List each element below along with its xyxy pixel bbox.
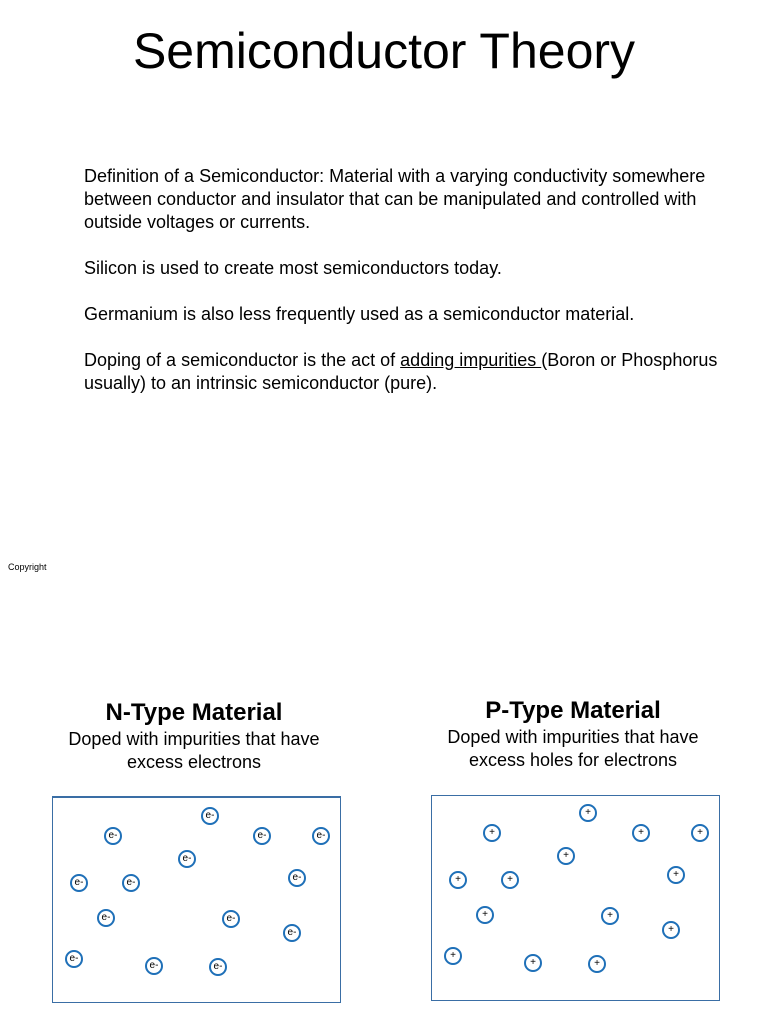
p-type-header xyxy=(418,696,728,772)
electron-particle: e- xyxy=(209,958,227,976)
germanium-paragraph: Germanium is also less frequently used as a semiconductor material. xyxy=(84,304,635,324)
hole-particle: + xyxy=(501,871,519,889)
n-type-subtitle-line1: Doped with impurities that have xyxy=(68,729,320,749)
page-title: Semiconductor Theory xyxy=(132,23,636,79)
hole-particle: + xyxy=(662,921,680,939)
electron-particle: e- xyxy=(65,950,83,968)
hole-particle: + xyxy=(667,866,685,884)
hole-particle: + xyxy=(588,955,606,973)
electron-particle: e- xyxy=(70,874,88,892)
electron-particle: e- xyxy=(283,924,301,942)
hole-particle: + xyxy=(449,871,467,889)
doping-text-start: Doping of a semiconductor is the act of xyxy=(84,350,401,370)
electron-particle: e- xyxy=(201,807,219,825)
n-type-subtitle-line2: excess electrons xyxy=(126,752,262,772)
hole-particle: + xyxy=(444,947,462,965)
electron-particle: e- xyxy=(178,850,196,868)
electron-particle: e- xyxy=(122,874,140,892)
p-type-title: P-Type Material xyxy=(485,697,661,724)
hole-particle: + xyxy=(476,906,494,924)
p-type-subtitle-line1: Doped with impurities that have xyxy=(447,727,699,747)
electron-particle: e- xyxy=(145,957,163,975)
hole-particle: + xyxy=(557,847,575,865)
electron-particle: e- xyxy=(222,910,240,928)
electron-particle: e- xyxy=(97,909,115,927)
electron-particle: e- xyxy=(312,827,330,845)
hole-particle: + xyxy=(601,907,619,925)
p-type-subtitle-line2: excess holes for electrons xyxy=(468,750,678,770)
p-type-material-box xyxy=(431,795,720,1001)
body-text xyxy=(84,165,734,418)
hole-particle: + xyxy=(483,824,501,842)
electron-particle: e- xyxy=(288,869,306,887)
hole-particle: + xyxy=(691,824,709,842)
electron-particle: e- xyxy=(253,827,271,845)
definition-paragraph: Definition of a Semiconductor: Material with a varying conductivity somewhere between conductor and insulator that can be manipulated and controlled with outside voltages or currents. xyxy=(84,166,706,232)
hole-particle: + xyxy=(524,954,542,972)
electron-particle: e- xyxy=(104,827,122,845)
n-type-material-box xyxy=(52,796,341,1003)
doping-text-end: (Boron or Phosphorus usually) to an intrinsic semiconductor (pure). xyxy=(84,350,718,393)
silicon-paragraph: Silicon is used to create most semiconductors today. xyxy=(84,258,502,278)
hole-particle: + xyxy=(579,804,597,822)
hole-particle: + xyxy=(632,824,650,842)
n-type-header xyxy=(39,698,349,774)
doping-underlined-text: adding impurities xyxy=(400,350,542,370)
copyright-label: Copyright xyxy=(8,562,47,572)
n-type-title: N-Type Material xyxy=(105,699,283,726)
doping-paragraph xyxy=(84,349,734,395)
